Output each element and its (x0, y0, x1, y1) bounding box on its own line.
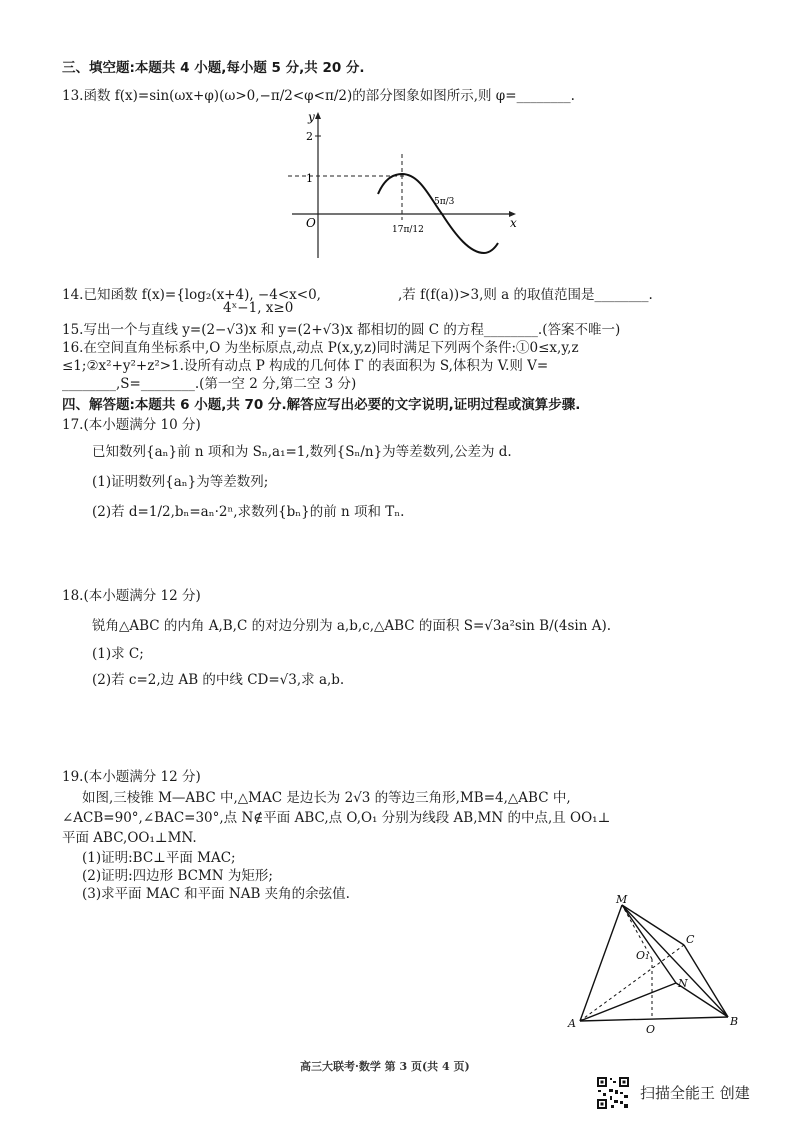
question-19-part3: (3)求平面 MAC 和平面 NAB 夹角的余弦值. (82, 886, 350, 902)
question-17-body: 已知数列{aₙ}前 n 项和为 Sₙ,a₁=1,数列{Sₙ/n}为等差数列,公差为 d. (92, 444, 512, 460)
question-19-line3: 平面 ABC,OO₁⊥MN. (62, 830, 197, 846)
question-16-line2: ≤1;②x²+y²+z²>1.设所有动点 P 构成的几何体 Γ 的表面积为 S,体积为 V.则 V= (62, 358, 549, 374)
origin-label: O (306, 216, 316, 230)
question-18-part2: (2)若 c=2,边 AB 的中线 CD=√3,求 a,b. (92, 672, 345, 688)
y-axis-arrow (315, 112, 321, 119)
question-15-text: 15.写出一个与直线 y=(2−√3)x 和 y=(2+√3)x 都相切的圆 C 的方程________.(答案不唯一) (62, 322, 621, 338)
question-19-line2: ∠ACB=90°,∠BAC=30°,点 N∉平面 ABC,点 O,O₁ 分别为线段 AB,MN 的中点,且 OO₁⊥ (62, 810, 611, 826)
question-16-line3: ________,S=________.(第一空 2 分,第二空 3 分) (62, 376, 357, 392)
question-19-title: 19.(本小题满分 12 分) (62, 769, 201, 785)
qr-code-icon (596, 1076, 630, 1110)
question-17-part2: (2)若 d=1/2,bₙ=aₙ·2ⁿ,求数列{bₙ}的前 n 项和 Tₙ. (92, 504, 405, 520)
question-14-line2: 4ˣ−1, x≥0 (223, 300, 294, 316)
question-19-line1: 如图,三棱锥 M—ABC 中,△MAC 是边长为 2√3 的等边三角形,MB=4,△ABC 中, (82, 790, 571, 806)
tick-label-1: 1 (306, 172, 313, 185)
point-a-label: A (568, 1017, 576, 1030)
question-18-title: 18.(本小题满分 12 分) (62, 588, 201, 604)
question-18-part1: (1)求 C; (92, 646, 144, 662)
y-axis-label: y (308, 110, 315, 124)
section-4-header: 四、解答题:本题共 6 小题,共 70 分.解答应写出必要的文字说明,证明过程或演算步骤. (62, 397, 581, 413)
scanner-watermark: 扫描全能王 创建 (640, 1084, 750, 1102)
question-17-part1: (1)证明数列{aₙ}为等差数列; (92, 474, 269, 490)
point-n-label: N (678, 977, 688, 990)
x-label-17pi-12: 17π/12 (392, 225, 424, 235)
question-19-part2: (2)证明:四边形 BCMN 为矩形; (82, 868, 273, 884)
pyramid-figure (560, 893, 750, 1043)
question-16-line1: 16.在空间直角坐标系中,O 为坐标原点,动点 P(x,y,z)同时满足下列两个条件:①0≤x,y,z (62, 340, 579, 356)
point-o-label: O (646, 1023, 656, 1036)
tick-label-2: 2 (306, 130, 313, 143)
question-17-title: 17.(本小题满分 10 分) (62, 417, 201, 433)
question-14-line1: 14.已知函数 f(x)={log₂(x+4), −4<x<0, (62, 287, 321, 303)
question-14-line3: ,若 f(f(a))>3,则 a 的取值范围是________. (398, 287, 653, 303)
point-m-label: M (616, 893, 628, 906)
point-b-label: B (730, 1015, 739, 1028)
point-o1-label: O₁ (636, 949, 650, 962)
x-axis-label: x (510, 216, 517, 230)
question-13-text: 13.函数 f(x)=sin(ωx+φ)(ω>0,−π/2<φ<π/2)的部分图象如图所示,则 φ=________. (62, 88, 575, 104)
sine-graph-figure (270, 108, 530, 268)
question-18-body: 锐角△ABC 的内角 A,B,C 的对边分别为 a,b,c,△ABC 的面积 S=√3a²sin B/(4sin A). (92, 618, 612, 634)
page-footer: 高三大联考·数学 第 3 页(共 4 页) (300, 1060, 470, 1073)
point-c-label: C (686, 933, 695, 946)
question-19-part1: (1)证明:BC⊥平面 MAC; (82, 850, 236, 866)
x-label-5pi-3: 5π/3 (434, 197, 455, 207)
section-3-header: 三、填空题:本题共 4 小题,每小题 5 分,共 20 分. (62, 60, 365, 76)
